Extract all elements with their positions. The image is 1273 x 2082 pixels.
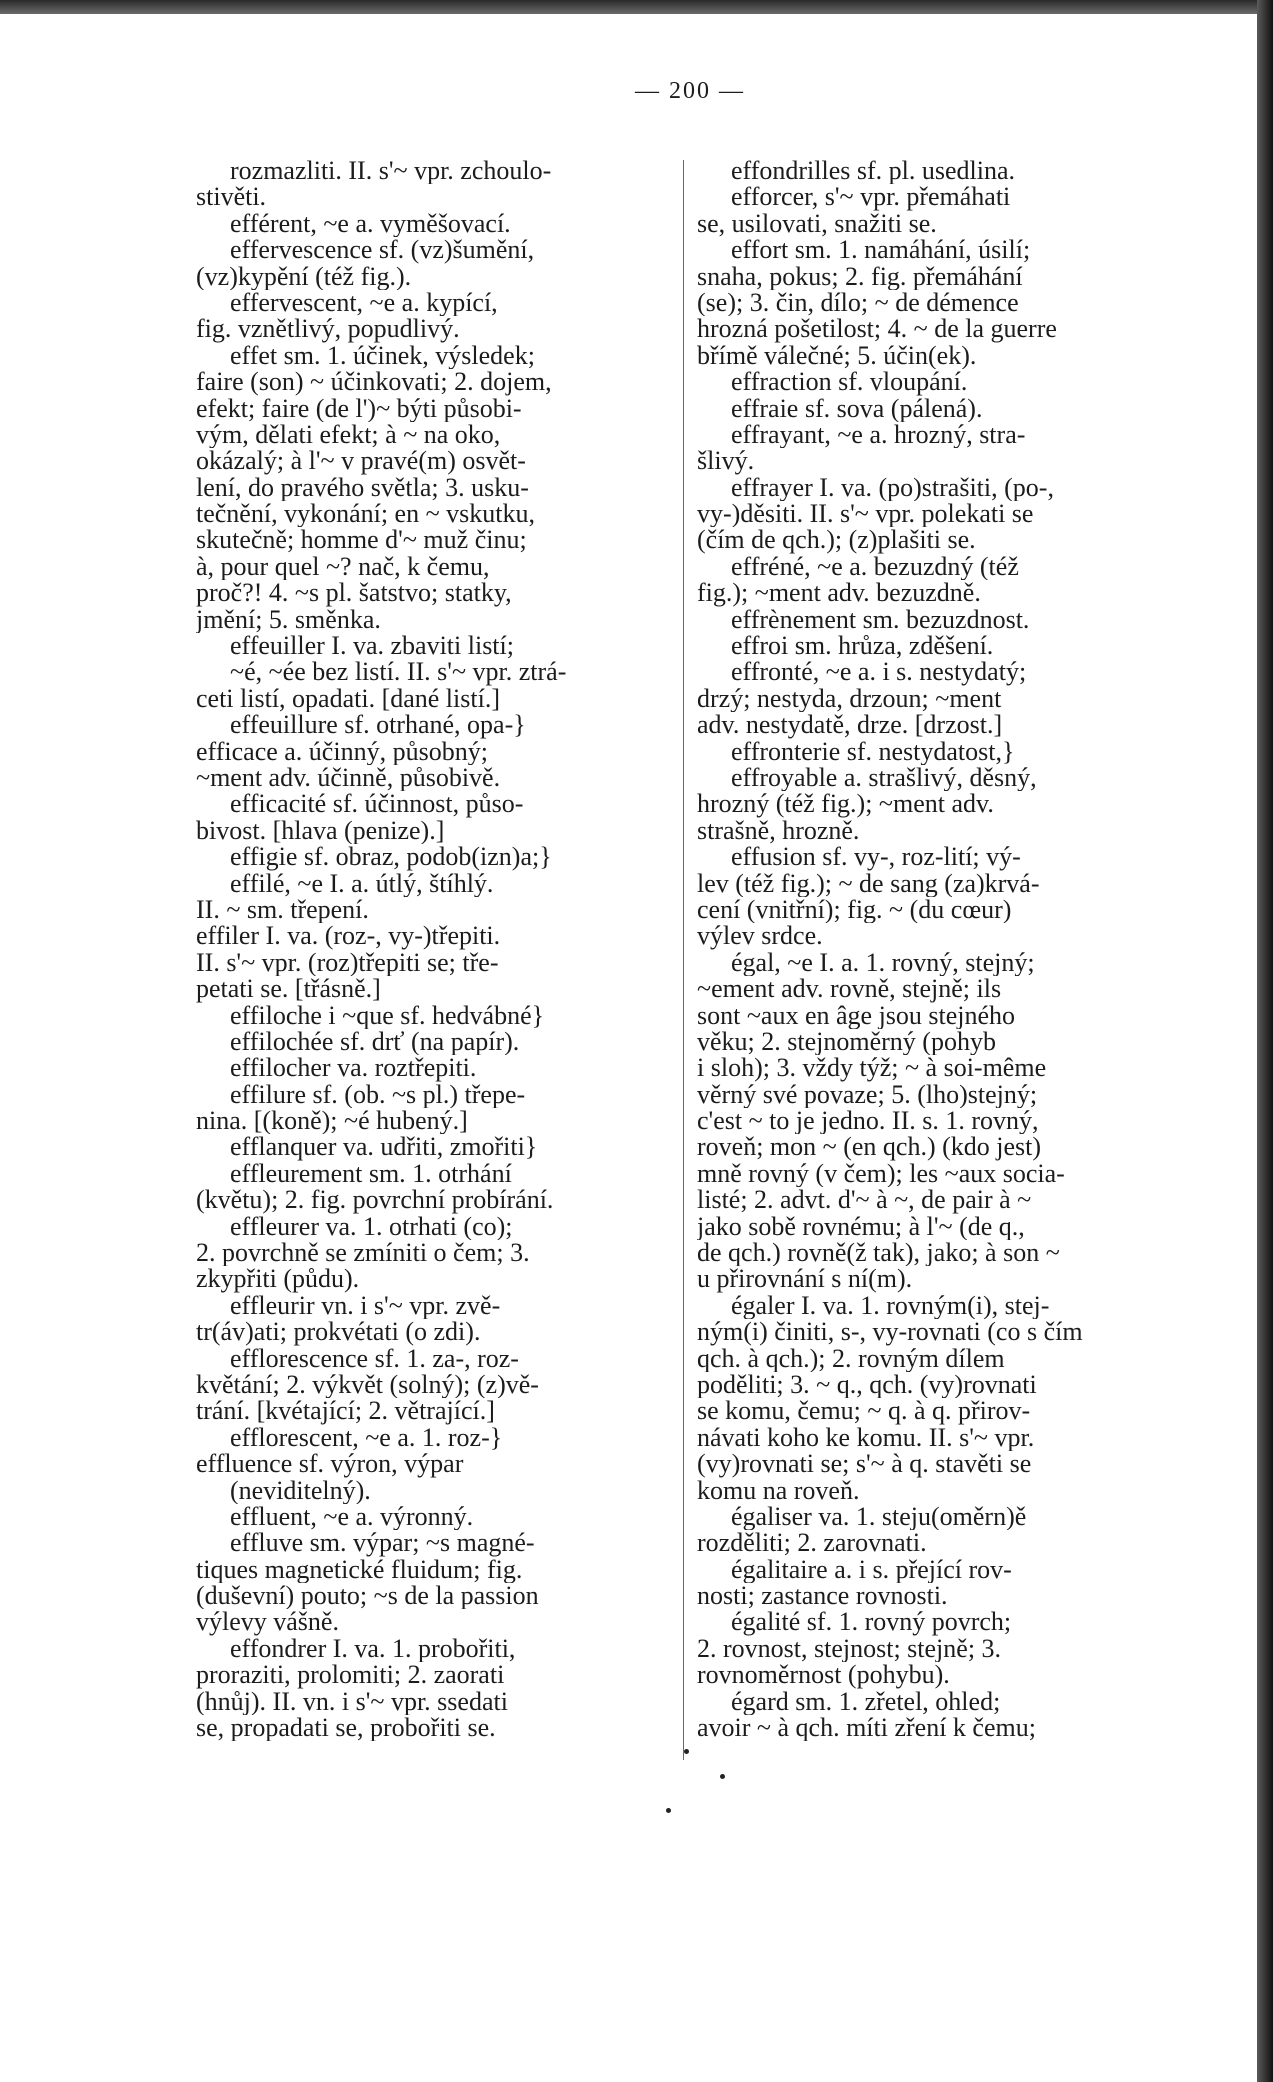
dictionary-line: ným(i) činiti, s-, vy-rovnati (co s čím: [697, 1319, 1083, 1346]
dictionary-line: égalité sf. 1. rovný povrch;: [731, 1609, 1012, 1636]
scan-speck: [684, 1749, 689, 1754]
dictionary-line: effluence sf. výron, výpar: [196, 1451, 464, 1478]
dictionary-line: ~ement adv. rovně, stejně; ils: [697, 976, 1002, 1003]
dictionary-line: adv. nestydatě, drze. [drzost.]: [697, 712, 1003, 739]
dictionary-line: (vy)rovnati se; s'~ à q. stavěti se: [697, 1451, 1032, 1478]
dictionary-line: effronté, ~e a. i s. nestydatý;: [731, 659, 1027, 686]
dictionary-line: věku; 2. stejnoměrný (pohyb: [697, 1028, 996, 1056]
scan-top-edge: [0, 0, 1273, 14]
dictionary-line: věrný své povaze; 5. (lho)stejný;: [697, 1081, 1038, 1109]
dictionary-line: efférent, ~e a. vyměšovací.: [230, 210, 511, 238]
scan-right-edge: [1257, 0, 1273, 2082]
dictionary-line: tečnění, vykonání; en ~ vskutku,: [196, 501, 536, 528]
dictionary-line: qch. à qch.); 2. rovným dílem: [697, 1345, 1005, 1372]
dictionary-line: rovnoměrnost (pohybu).: [697, 1662, 950, 1689]
dictionary-line: hrozná pošetilost; 4. ~ de la guerre: [697, 316, 1057, 343]
dictionary-line: effet sm. 1. účinek, výsledek;: [230, 342, 535, 370]
dictionary-line: 2. rovnost, stejnost; stejně; 3.: [697, 1635, 1002, 1663]
page-number: — 200 —: [635, 78, 745, 104]
dictionary-line: mně rovný (v čem); les ~aux socia-: [697, 1160, 1065, 1188]
dictionary-line: ~ment adv. účinně, působivě.: [196, 764, 501, 792]
dictionary-line: petati se. [třásně.]: [196, 976, 381, 1003]
dictionary-line: sont ~aux en âge jsou stejného: [697, 1002, 1016, 1029]
dictionary-line: výlevy vášně.: [196, 1609, 339, 1636]
dictionary-line: efflorescent, ~e a. 1. roz-}: [230, 1424, 503, 1452]
dictionary-line: effilé, ~e I. a. útlý, štíhlý.: [230, 870, 494, 897]
dictionary-line: effraction sf. vloupání.: [731, 369, 968, 396]
scan-speck: [666, 1808, 671, 1813]
dictionary-line: efficacité sf. účinnost, půso-: [230, 791, 524, 818]
dictionary-line: lení, do pravého světla; 3. usku-: [196, 474, 529, 502]
dictionary-line: effusion sf. vy-, roz-lití; vý-: [731, 844, 1021, 871]
dictionary-line: roveň; mon ~ (en qch.) (kdo jest): [697, 1134, 1042, 1161]
dictionary-line: c'est ~ to je jedno. II. s. 1. rovný,: [697, 1108, 1039, 1135]
dictionary-line: nina. [(koně); ~é hubený.]: [196, 1108, 468, 1135]
left-column: [196, 158, 701, 1741]
dictionary-line: effiloche i ~que sf. hedvábné}: [230, 1002, 545, 1029]
dictionary-line: stivěti.: [196, 184, 267, 211]
dictionary-line: jako sobě rovnému; à l'~ (de q.,: [697, 1213, 1025, 1241]
dictionary-line: zkypřiti (půdu).: [196, 1266, 360, 1293]
dictionary-line: se, usilovati, snažiti se.: [697, 210, 937, 238]
dictionary-line: efekt; faire (de l')~ býti působi-: [196, 395, 522, 422]
dictionary-line: proraziti, prolomiti; 2. zaorati: [196, 1662, 505, 1689]
dictionary-line: effleurer va. 1. otrhati (co);: [230, 1213, 513, 1241]
dictionary-line: effervescent, ~e a. kypící,: [230, 289, 498, 317]
dictionary-line: se, propadati se, probořiti se.: [196, 1715, 496, 1742]
dictionary-line: šlivý.: [697, 448, 755, 475]
dictionary-line: lev (též fig.); ~ de sang (za)krvá-: [697, 870, 1040, 897]
dictionary-line: effluve sm. výpar; ~s magné-: [230, 1530, 535, 1557]
dictionary-line: effluent, ~e a. výronný.: [230, 1503, 474, 1531]
dictionary-line: ceti listí, opadati. [dané listí.]: [196, 685, 500, 713]
dictionary-line: tr(áv)ati; prokvétati (o zdi).: [196, 1319, 481, 1346]
dictionary-line: effrayant, ~e a. hrozný, stra-: [731, 421, 1026, 449]
dictionary-line: effilure sf. (ob. ~s pl.) třepe-: [230, 1081, 526, 1109]
dictionary-line: efforcer, s'~ vpr. přemáhati: [731, 184, 1011, 211]
dictionary-line: u přirovnání s ní(m).: [697, 1266, 913, 1293]
dictionary-line: à, pour quel ~? nač, k čemu,: [196, 553, 490, 581]
scan-speck: [720, 1774, 725, 1779]
dictionary-line: komu na roveň.: [697, 1477, 860, 1504]
dictionary-line: (květu); 2. fig. povrchní probírání.: [196, 1187, 554, 1214]
dictionary-line: i sloh); 3. vždy týž; ~ à soi-même: [697, 1055, 1047, 1082]
dictionary-line: drzý; nestyda, drzoun; ~ment: [697, 685, 1002, 713]
dictionary-line: rozmazliti. II. s'~ vpr. zchoulo-: [230, 158, 552, 185]
dictionary-line: effilochée sf. drť (na papír).: [230, 1028, 520, 1056]
dictionary-line: effroyable a. strašlivý, děsný,: [731, 764, 1037, 792]
dictionary-line: tiques magnetické fluidum; fig.: [196, 1556, 523, 1584]
column-divider: [683, 160, 684, 1760]
dictionary-line: nosti; zastance rovnosti.: [697, 1583, 948, 1610]
dictionary-line: effeuillure sf. otrhané, opa-}: [230, 712, 526, 739]
dictionary-line: návati koho ke komu. II. s'~ vpr.: [697, 1424, 1035, 1452]
dictionary-line: poděliti; 3. ~ q., qch. (vy)rovnati: [697, 1371, 1037, 1399]
dictionary-line: égalitaire a. i s. přející rov-: [731, 1556, 1012, 1584]
dictionary-line: effondrilles sf. pl. usedlina.: [731, 158, 1016, 185]
dictionary-line: de qch.) rovně(ž tak), jako; à son ~: [697, 1240, 1060, 1267]
dictionary-line: (vz)kypění (též fig.).: [196, 263, 412, 290]
dictionary-line: skutečně; homme d'~ muž činu;: [196, 527, 527, 554]
dictionary-line: effervescence sf. (vz)šumění,: [230, 237, 535, 264]
dictionary-line: effigie sf. obraz, podob(izn)a;}: [230, 844, 552, 871]
dictionary-line: okázalý; à l'~ v pravé(m) osvět-: [196, 448, 526, 475]
dictionary-line: trání. [kvétající; 2. větrající.]: [196, 1398, 495, 1425]
right-column: [697, 158, 1202, 1741]
dictionary-line: II. s'~ vpr. (roz)třepiti se; tře-: [196, 949, 499, 977]
dictionary-line: faire (son) ~ účinkovati; 2. dojem,: [196, 369, 552, 396]
dictionary-line: se komu, čemu; ~ q. à q. přirov-: [697, 1398, 1031, 1425]
dictionary-line: effraie sf. sova (pálená).: [731, 395, 983, 422]
dictionary-line: effort sm. 1. namáhání, úsilí;: [731, 237, 1031, 264]
dictionary-line: avoir ~ à qch. míti zření k čemu;: [697, 1715, 1036, 1742]
dictionary-line: II. ~ sm. třepení.: [196, 896, 369, 924]
dictionary-line: rozděliti; 2. zarovnati.: [697, 1530, 927, 1557]
dictionary-line: (neviditelný).: [230, 1477, 371, 1504]
dictionary-line: výlev srdce.: [697, 923, 823, 950]
dictionary-line: effréné, ~e a. bezuzdný (též: [731, 553, 1019, 581]
dictionary-line: effleurir vn. i s'~ vpr. zvě-: [230, 1292, 501, 1320]
dictionary-line: ~é, ~ée bez listí. II. s'~ vpr. ztrá-: [230, 659, 567, 686]
dictionary-line: égaler I. va. 1. rovným(i), stej-: [731, 1292, 1050, 1320]
dictionary-line: efflanquer va. udřiti, zmořiti}: [230, 1134, 538, 1161]
dictionary-line: jmění; 5. směnka.: [196, 606, 381, 634]
dictionary-line: hrozný (též fig.); ~ment adv.: [697, 791, 994, 818]
dictionary-line: strašně, hrozně.: [697, 817, 860, 845]
dictionary-line: égard sm. 1. zřetel, ohled;: [731, 1688, 1001, 1716]
dictionary-line: effronterie sf. nestydatost,}: [731, 738, 1015, 765]
dictionary-line: fig. vznětlivý, popudlivý.: [196, 316, 460, 343]
dictionary-line: effleurement sm. 1. otrhání: [230, 1160, 512, 1188]
dictionary-line: effilocher va. roztřepiti.: [230, 1055, 477, 1082]
dictionary-line: égal, ~e I. a. 1. rovný, stejný;: [731, 949, 1035, 977]
dictionary-line: vým, dělati efekt; à ~ na oko,: [196, 421, 501, 449]
dictionary-line: snaha, pokus; 2. fig. přemáhání: [697, 263, 1023, 290]
dictionary-line: (hnůj). II. vn. i s'~ vpr. ssedati: [196, 1688, 508, 1716]
dictionary-line: vy-)děsiti. II. s'~ vpr. polekati se: [697, 501, 1034, 528]
dictionary-line: efflorescence sf. 1. za-, roz-: [230, 1345, 519, 1372]
dictionary-line: 2. povrchně se zmíniti o čem; 3.: [196, 1240, 530, 1267]
dictionary-line: effroi sm. hrůza, zděšení.: [731, 633, 994, 660]
dictionary-line: effrayer I. va. (po)strašiti, (po-,: [731, 474, 1054, 502]
dictionary-line: květání; 2. výkvět (solný); (z)vě-: [196, 1371, 539, 1399]
dictionary-line: effeuiller I. va. zbaviti listí;: [230, 633, 514, 660]
dictionary-line: (duševní) pouto; ~s de la passion: [196, 1583, 539, 1610]
dictionary-line: effiler I. va. (roz-, vy-)třepiti.: [196, 923, 501, 950]
dictionary-line: (se); 3. čin, dílo; ~ de démence: [697, 289, 1019, 317]
dictionary-line: (čím de qch.); (z)plašiti se.: [697, 527, 976, 554]
dictionary-line: bivost. [hlava (penize).]: [196, 817, 445, 845]
dictionary-line: břímě válečné; 5. účin(ek).: [697, 342, 977, 370]
dictionary-line: efficace a. účinný, působný;: [196, 738, 488, 765]
dictionary-line: fig.); ~ment adv. bezuzdně.: [697, 580, 981, 607]
dictionary-line: effondrer I. va. 1. probořiti,: [230, 1635, 516, 1663]
dictionary-line: proč?! 4. ~s pl. šatstvo; statky,: [196, 580, 512, 607]
dictionary-line: effrènement sm. bezuzdnost.: [731, 606, 1030, 634]
dictionary-line: listé; 2. advt. d'~ à ~, de pair à ~: [697, 1187, 1032, 1214]
dictionary-line: cení (vnitřní); fig. ~ (du cœur): [697, 896, 1012, 924]
dictionary-line: égaliser va. 1. steju(oměrn)ě: [731, 1503, 1027, 1531]
